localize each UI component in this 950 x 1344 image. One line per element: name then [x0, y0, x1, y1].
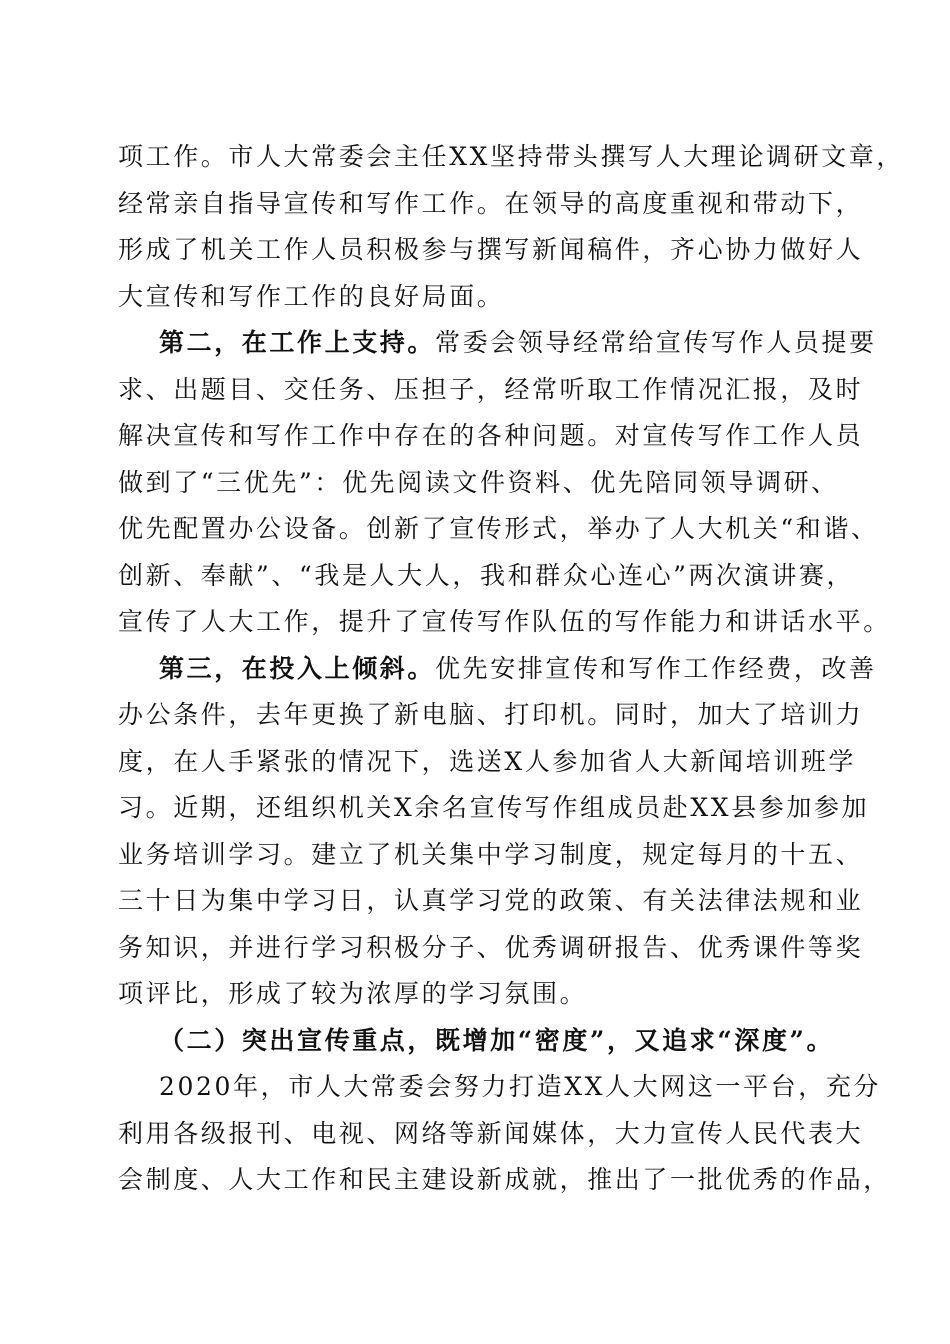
text-line: 大宣传和写作工作的良好局面。 [118, 281, 505, 311]
paragraph-3-first-rest: 优先安排宣传和写作工作经费，改善 [435, 653, 877, 683]
text-line: 经常亲自指导宣传和写作工作。在领导的高度重视和带动下， [118, 188, 864, 218]
paragraph-2-first-line [118, 320, 877, 367]
text-line: 务知识，并进行学习积极分子、优秀调研报告、优秀课件等奖 [118, 932, 864, 962]
document-body [118, 134, 904, 1204]
paragraph-3-lead: 第三，在投入上倾斜。 [159, 653, 436, 683]
paragraph-3-first-line [118, 646, 877, 693]
text-line: 利用各级报刊、电视、网络等新闻媒体，大力宣传人民代表大 [118, 1118, 864, 1148]
text-line: 会制度、人大工作和民主建设新成就，推出了一批优秀的作品， [118, 1165, 891, 1194]
text-line: 三十日为集中学习日，认真学习党的政策、有关法律法规和业 [118, 886, 864, 915]
paragraph-2-first-rest: 常委会领导经常给宣传写作人员提要 [435, 328, 877, 357]
text-line: 解决宣传和写作工作中存在的各种问题。对宣传写作工作人员 [118, 421, 864, 450]
text-line: 做到了“三优先”：优先阅读文件资料、优先陪同领导调研、 [118, 467, 839, 497]
text-line: 项工作。市人大常委会主任XX坚持带头撰写人大理论调研文章， [118, 142, 904, 171]
text-line: 创新、奉献”、“我是人大人，我和群众心连心”两次演讲赛， [118, 560, 855, 590]
paragraph-4-first-line: 2020年，市人大常委会努力打造XX人大网这一平台，充分 [159, 1072, 882, 1101]
text-line: 度，在人手紧张的情况下，选送X人参加省人大新闻培训班学 [118, 746, 856, 776]
text-line: 宣传了人大工作，提升了宣传写作队伍的写作能力和讲话水平。 [118, 607, 891, 636]
text-line: 项评比，形成了较为浓厚的学习氛围。 [118, 979, 588, 1008]
text-line: 习。近期，还组织机关X余名宣传写作组成员赴XX县参加参加 [118, 793, 870, 822]
text-line: 业务培训学习。建立了机关集中学习制度，规定每月的十五、 [118, 839, 864, 869]
text-line: 求、出题目、交任务、压担子，经常听取工作情况汇报，及时 [118, 374, 864, 404]
paragraph-2-lead: 第二，在工作上支持。 [159, 328, 436, 357]
section-heading: （二）突出宣传重点，既增加“密度”，又追求“深度”。 [159, 1025, 835, 1055]
text-line: 形成了机关工作人员积极参与撰写新闻稿件，齐心协力做好人 [118, 235, 864, 264]
text-line: 优先配置办公设备。创新了宣传形式，举办了人大机关“和谐、 [118, 514, 879, 543]
text-line: 办公条件，去年更换了新电脑、打印机。同时，加大了培训力 [118, 700, 864, 729]
